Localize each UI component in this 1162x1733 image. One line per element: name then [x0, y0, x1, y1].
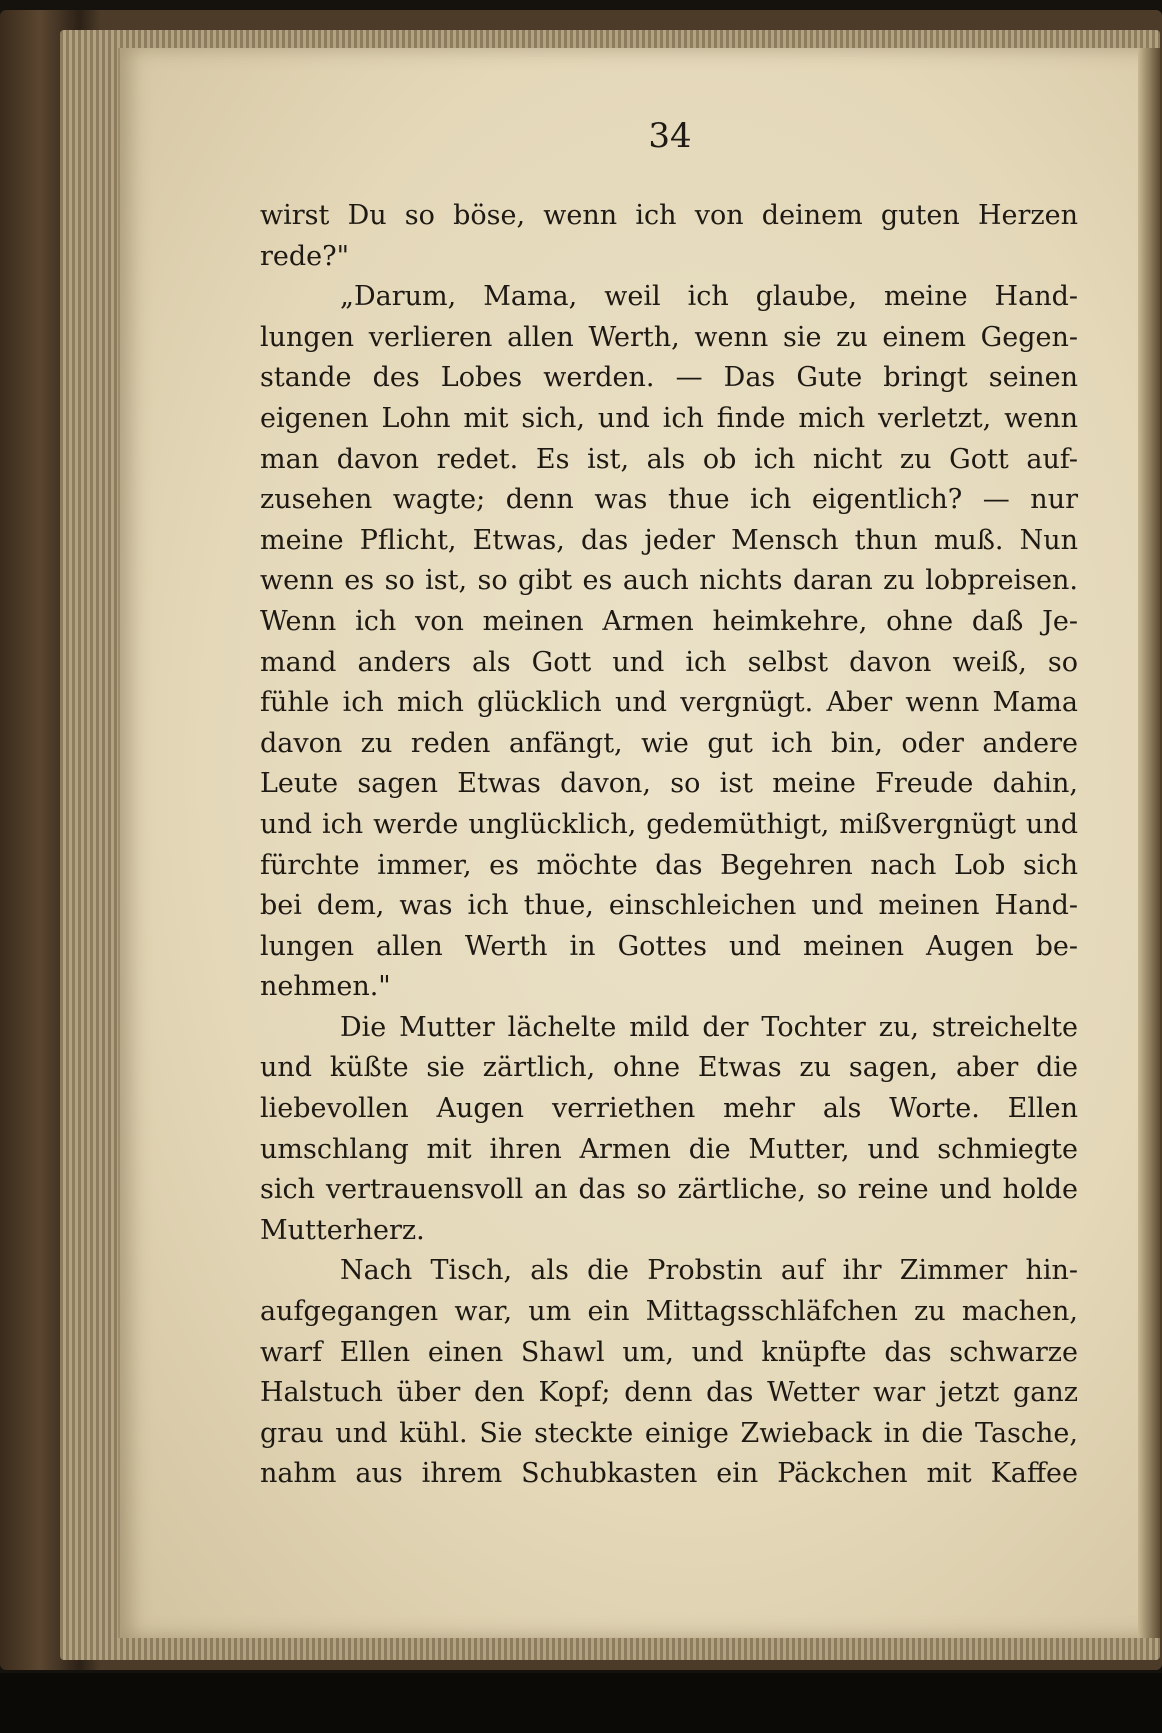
text-line: umschlang mit ihren Armen die Mutter, und schmiegte: [260, 1133, 1078, 1165]
text-line: sich vertrauensvoll an das so zärtliche, so reine und holde: [260, 1174, 1078, 1206]
book-page: [118, 48, 1160, 1638]
text-line: lungen verlieren allen Werth, wenn sie zu einem Gegen-: [260, 321, 1078, 353]
text-line: bei dem, was ich thue, einschleichen und meinen Hand-: [260, 890, 1078, 922]
text-line: Wenn ich von meinen Armen heimkehre, ohne daß Je-: [260, 605, 1078, 637]
text-line: warf Ellen einen Shawl um, und knüpfte das schwarze: [260, 1336, 1078, 1368]
text-line: Nach Tisch, als die Probstin auf ihr Zimmer hin-: [340, 1255, 1078, 1287]
text-line: und küßte sie zärtlich, ohne Etwas zu sagen, aber die: [260, 1052, 1078, 1084]
text-line: aufgegangen war, um ein Mittagsschläfchen zu machen,: [260, 1296, 1078, 1328]
text-line: rede?": [260, 240, 350, 272]
text-line: Mutterherz.: [260, 1214, 425, 1246]
scan-background: [0, 1673, 1162, 1733]
text-line: wenn es so ist, so gibt es auch nichts daran zu lobpreisen.: [260, 565, 1078, 597]
book-gutter: [1138, 48, 1160, 1638]
text-line: fürchte immer, es möchte das Begehren nach Lob sich: [260, 849, 1078, 881]
page-number: 34: [648, 116, 692, 156]
text-line: zusehen wagte; denn was thue ich eigentlich? — nur: [260, 484, 1078, 516]
text-line: Halstuch über den Kopf; denn das Wetter war jetzt ganz: [260, 1377, 1078, 1409]
text-line: eigenen Lohn mit sich, und ich finde mich verletzt, wenn: [260, 402, 1078, 434]
text-line: stande des Lobes werden. — Das Gute bringt seinen: [260, 362, 1078, 394]
text-line: Leute sagen Etwas davon, so ist meine Freude dahin,: [260, 768, 1078, 800]
text-line: „Darum, Mama, weil ich glaube, meine Hand-: [340, 281, 1078, 313]
text-line: nehmen.": [260, 971, 391, 1003]
text-line: davon zu reden anfängt, wie gut ich bin, oder andere: [260, 727, 1078, 759]
text-line: grau und kühl. Sie steckte einige Zwieback in die Tasche,: [260, 1417, 1078, 1449]
text-line: man davon redet. Es ist, als ob ich nicht zu Gott auf-: [260, 443, 1078, 475]
text-line: und ich werde unglücklich, gedemüthigt, mißvergnügt und: [260, 808, 1078, 840]
text-line: lungen allen Werth in Gottes und meinen Augen be-: [260, 930, 1078, 962]
text-line: mand anders als Gott und ich selbst davon weiß, so: [260, 646, 1078, 678]
text-line: liebevollen Augen verriethen mehr als Worte. Ellen: [260, 1093, 1078, 1125]
text-line: meine Pflicht, Etwas, das jeder Mensch thun muß. Nun: [260, 524, 1078, 556]
text-line: nahm aus ihrem Schubkasten ein Päckchen mit Kaffee: [260, 1458, 1078, 1490]
text-line: wirst Du so böse, wenn ich von deinem guten Herzen: [260, 200, 1078, 231]
body-text: [260, 196, 1078, 1495]
text-line: fühle ich mich glücklich und vergnügt. Aber wenn Mama: [260, 687, 1078, 719]
text-line: Die Mutter lächelte mild der Tochter zu, streichelte: [340, 1011, 1078, 1043]
